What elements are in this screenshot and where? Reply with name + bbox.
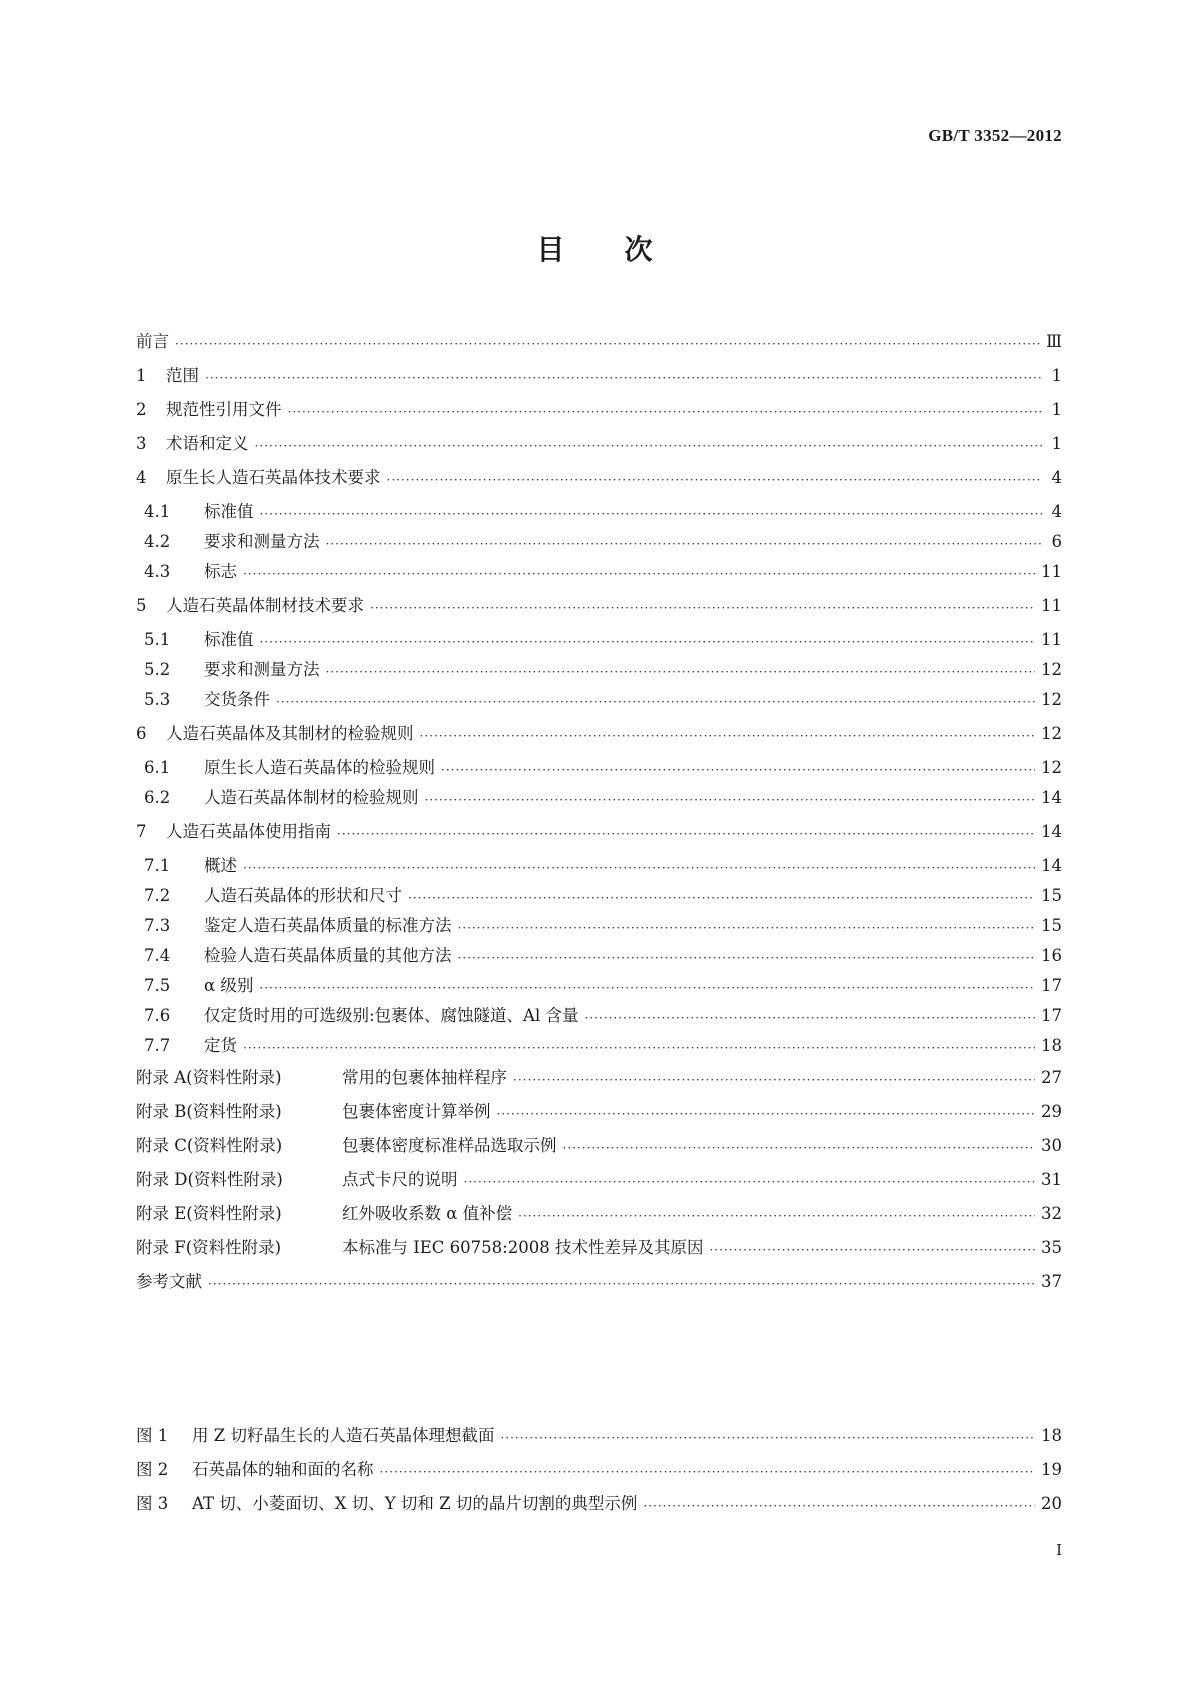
toc-entry-page: 29 [1041, 1102, 1062, 1121]
toc-entry-number: 4.3 [144, 562, 171, 581]
toc-entry[interactable] [136, 1168, 1062, 1192]
dot-leader [243, 564, 1035, 584]
toc-entry-page: 18 [1041, 1036, 1062, 1055]
toc-entry-title: 用 Z 切籽晶生长的人造石英晶体理想截面 [192, 1426, 495, 1445]
toc-entry-page: 17 [1041, 976, 1062, 995]
dot-leader [513, 1070, 1035, 1090]
toc-entry-page: 31 [1041, 1170, 1062, 1189]
toc-entry-title: 石英晶体的轴和面的名称 [192, 1460, 374, 1479]
toc-entry[interactable] [144, 914, 1062, 938]
page-title [0, 228, 1191, 268]
toc-entry[interactable] [136, 1236, 1062, 1260]
dot-leader [243, 1038, 1035, 1058]
toc-entry-page: 37 [1041, 1272, 1062, 1291]
toc-entry-number: 图 3 [136, 1494, 169, 1513]
toc-entry-page: 6 [1051, 532, 1062, 551]
toc-entry-page: 4 [1051, 468, 1062, 487]
toc-entry-page: Ⅲ [1046, 332, 1062, 351]
toc-entry[interactable] [144, 786, 1062, 810]
dot-leader [408, 888, 1035, 908]
toc-entry-title: 概述 [204, 856, 237, 875]
dot-leader [288, 402, 1043, 422]
toc-entry-title: 原生长人造石英晶体的检验规则 [204, 758, 435, 777]
toc-entry-title: 原生长人造石英晶体技术要求 [166, 468, 381, 487]
dot-leader [259, 978, 1035, 998]
toc-entry-title: 要求和测量方法 [204, 660, 320, 679]
toc-entry-title: 点式卡尺的说明 [342, 1170, 458, 1189]
toc-entry-page: 1 [1051, 400, 1062, 419]
toc-entry[interactable] [136, 1424, 1062, 1448]
toc-entry-page: 19 [1041, 1460, 1062, 1479]
toc-entry-page: 11 [1041, 630, 1062, 649]
toc-entry-number: 7.3 [144, 916, 171, 935]
dot-leader [337, 824, 1035, 844]
toc-entry-number: 图 1 [136, 1426, 169, 1445]
toc-entry-page: 11 [1041, 562, 1062, 581]
dot-leader [243, 858, 1035, 878]
toc-entry-title: 交货条件 [204, 690, 270, 709]
toc-entry[interactable] [136, 466, 1062, 490]
toc-entry-number: 附录 C(资料性附录) [136, 1136, 283, 1155]
toc-entry[interactable] [144, 974, 1062, 998]
toc-entry-page: 11 [1041, 596, 1062, 615]
toc-entry-number: 7 [136, 822, 147, 841]
toc-entry-number: 5 [136, 596, 147, 615]
toc-entry-page: 30 [1041, 1136, 1062, 1155]
toc-entry-page: 14 [1041, 822, 1062, 841]
toc-entry[interactable] [144, 1004, 1062, 1028]
dot-leader [563, 1138, 1036, 1158]
dot-leader [497, 1104, 1036, 1124]
toc-entry-title: 人造石英晶体制材的检验规则 [204, 788, 419, 807]
toc-entry-title: 术语和定义 [166, 434, 249, 453]
toc-entry[interactable] [136, 1066, 1062, 1090]
toc-entry[interactable] [136, 1100, 1062, 1124]
toc-entry-page: 20 [1041, 1494, 1062, 1513]
dot-leader [458, 918, 1036, 938]
toc-entry-number: 7.4 [144, 946, 171, 965]
toc-entry-title: 标志 [204, 562, 237, 581]
dot-leader [175, 334, 1040, 354]
toc-entry-title: 人造石英晶体及其制材的检验规则 [166, 724, 414, 743]
toc-entry-title: 参考文献 [136, 1272, 202, 1291]
toc-entry-page: 18 [1041, 1426, 1062, 1445]
toc-entry[interactable] [136, 330, 1062, 354]
toc-entry-number: 4.2 [144, 532, 171, 551]
toc-entry[interactable] [144, 628, 1062, 652]
toc-entry-page: 32 [1041, 1204, 1062, 1223]
toc-entry[interactable] [144, 500, 1062, 524]
toc-entry[interactable] [144, 884, 1062, 908]
toc-entry-title: AT 切、小菱面切、X 切、Y 切和 Z 切的晶片切割的典型示例 [192, 1494, 638, 1513]
dot-leader [326, 534, 1043, 554]
toc-entry-number: 7.5 [144, 976, 171, 995]
toc-entry[interactable] [144, 560, 1062, 584]
toc-entry[interactable] [144, 658, 1062, 682]
dot-leader [425, 790, 1036, 810]
toc-entry-page: 14 [1041, 788, 1062, 807]
toc-entry-page: 16 [1041, 946, 1062, 965]
toc-entry[interactable] [144, 944, 1062, 968]
toc-entry-number: 附录 F(资料性附录) [136, 1238, 282, 1257]
dot-leader [585, 1008, 1036, 1028]
dot-leader [380, 1462, 1036, 1482]
toc-entry-page: 15 [1041, 886, 1062, 905]
toc-entry-title: 人造石英晶体使用指南 [166, 822, 331, 841]
dot-leader [464, 1172, 1036, 1192]
toc-entry-number: 6.2 [144, 788, 171, 807]
dot-leader [370, 598, 1035, 618]
toc-entry-title: 标准值 [204, 502, 254, 521]
toc-entry-title: 包裹体密度标准样品选取示例 [342, 1136, 557, 1155]
toc-entry[interactable] [136, 1458, 1062, 1482]
toc-entry-title: 前言 [136, 332, 169, 351]
dot-leader [260, 504, 1043, 524]
dot-leader [205, 368, 1042, 388]
toc-entry[interactable] [144, 1034, 1062, 1058]
toc-entry-page: 12 [1041, 690, 1062, 709]
toc-entry-number: 7.7 [144, 1036, 171, 1055]
dot-leader [326, 662, 1036, 682]
toc-entry-title: 标准值 [204, 630, 254, 649]
toc-entry[interactable] [136, 398, 1062, 422]
toc-entry-title: 要求和测量方法 [204, 532, 320, 551]
toc-entry-number: 4 [136, 468, 147, 487]
toc-entry-number: 图 2 [136, 1460, 169, 1479]
toc-entry-title: 检验人造石英晶体质量的其他方法 [204, 946, 452, 965]
dot-leader [276, 692, 1035, 712]
toc-entry-number: 附录 E(资料性附录) [136, 1204, 282, 1223]
toc-entry-title: 规范性引用文件 [166, 400, 282, 419]
toc-entry[interactable] [136, 432, 1062, 456]
toc-entry[interactable] [136, 1492, 1062, 1516]
dot-leader [441, 760, 1035, 780]
title-char-2: 次 [624, 233, 655, 266]
toc-entry-title: 常用的包裹体抽样程序 [342, 1068, 507, 1087]
toc-entry-page: 14 [1041, 856, 1062, 875]
dot-leader [255, 436, 1043, 456]
toc-entry[interactable] [144, 530, 1062, 554]
page-number: I [1056, 1541, 1062, 1559]
toc-entry-page: 12 [1041, 724, 1062, 743]
dot-leader [518, 1206, 1035, 1226]
toc-entry-page: 27 [1041, 1068, 1062, 1087]
toc-entry-number: 1 [136, 366, 147, 385]
toc-entry-number: 附录 B(资料性附录) [136, 1102, 282, 1121]
toc-entry-number: 附录 A(资料性附录) [136, 1068, 282, 1087]
toc-entry[interactable] [144, 756, 1062, 780]
dot-leader [208, 1274, 1035, 1294]
title-char-1: 目 [536, 233, 567, 266]
toc-entry-title: 红外吸收系数 α 值补偿 [342, 1204, 513, 1223]
toc-entry[interactable] [136, 722, 1062, 746]
toc-entry-page: 1 [1051, 366, 1062, 385]
dot-leader [387, 470, 1043, 490]
toc-entry-page: 1 [1051, 434, 1062, 453]
toc-entry-title: α 级别 [204, 976, 254, 995]
toc-entry-number: 5.3 [144, 690, 171, 709]
toc-entry-page: 17 [1041, 1006, 1062, 1025]
toc-entry-title: 人造石英晶体的形状和尺寸 [204, 886, 402, 905]
toc-entry-title: 包裹体密度计算举例 [342, 1102, 491, 1121]
toc-entry-title: 仅定货时用的可选级别:包裹体、腐蚀隧道、Al 含量 [204, 1006, 579, 1025]
toc-entry-number: 6 [136, 724, 147, 743]
toc-entry[interactable] [136, 1134, 1062, 1158]
toc-entry-title: 本标准与 IEC 60758:2008 技术性差异及其原因 [342, 1238, 704, 1257]
toc-entry-number: 3 [136, 434, 147, 453]
toc-entry[interactable] [136, 820, 1062, 844]
toc-entry[interactable] [144, 688, 1062, 712]
toc-entry-number: 7.1 [144, 856, 171, 875]
toc-entry-number: 5.1 [144, 630, 171, 649]
toc-entry-number: 7.2 [144, 886, 171, 905]
toc-entry-number: 7.6 [144, 1006, 171, 1025]
toc-entry-page: 15 [1041, 916, 1062, 935]
toc-entry[interactable] [144, 854, 1062, 878]
dot-leader [420, 726, 1036, 746]
dot-leader [260, 632, 1036, 652]
toc-entry[interactable] [136, 1270, 1062, 1294]
toc-entry-title: 鉴定人造石英晶体质量的标准方法 [204, 916, 452, 935]
toc-entry-title: 定货 [204, 1036, 237, 1055]
toc-entry[interactable] [136, 594, 1062, 618]
toc-entry-title: 范围 [166, 366, 199, 385]
dot-leader [458, 948, 1036, 968]
toc-entry-page: 35 [1041, 1238, 1062, 1257]
toc-entry[interactable] [136, 364, 1062, 388]
standard-code: GB/T 3352—2012 [928, 126, 1062, 145]
toc-entry-number: 2 [136, 400, 147, 419]
toc-entry-page: 4 [1051, 502, 1062, 521]
toc-entry-number: 附录 D(资料性附录) [136, 1170, 283, 1189]
dot-leader [643, 1496, 1035, 1516]
toc-entry-number: 4.1 [144, 502, 171, 521]
toc-entry-number: 6.1 [144, 758, 171, 777]
dot-leader [709, 1240, 1035, 1260]
toc-entry-page: 12 [1041, 758, 1062, 777]
toc-entry-number: 5.2 [144, 660, 171, 679]
dot-leader [500, 1428, 1035, 1448]
toc-entry[interactable] [136, 1202, 1062, 1226]
toc-entry-page: 12 [1041, 660, 1062, 679]
toc-entry-title: 人造石英晶体制材技术要求 [166, 596, 364, 615]
